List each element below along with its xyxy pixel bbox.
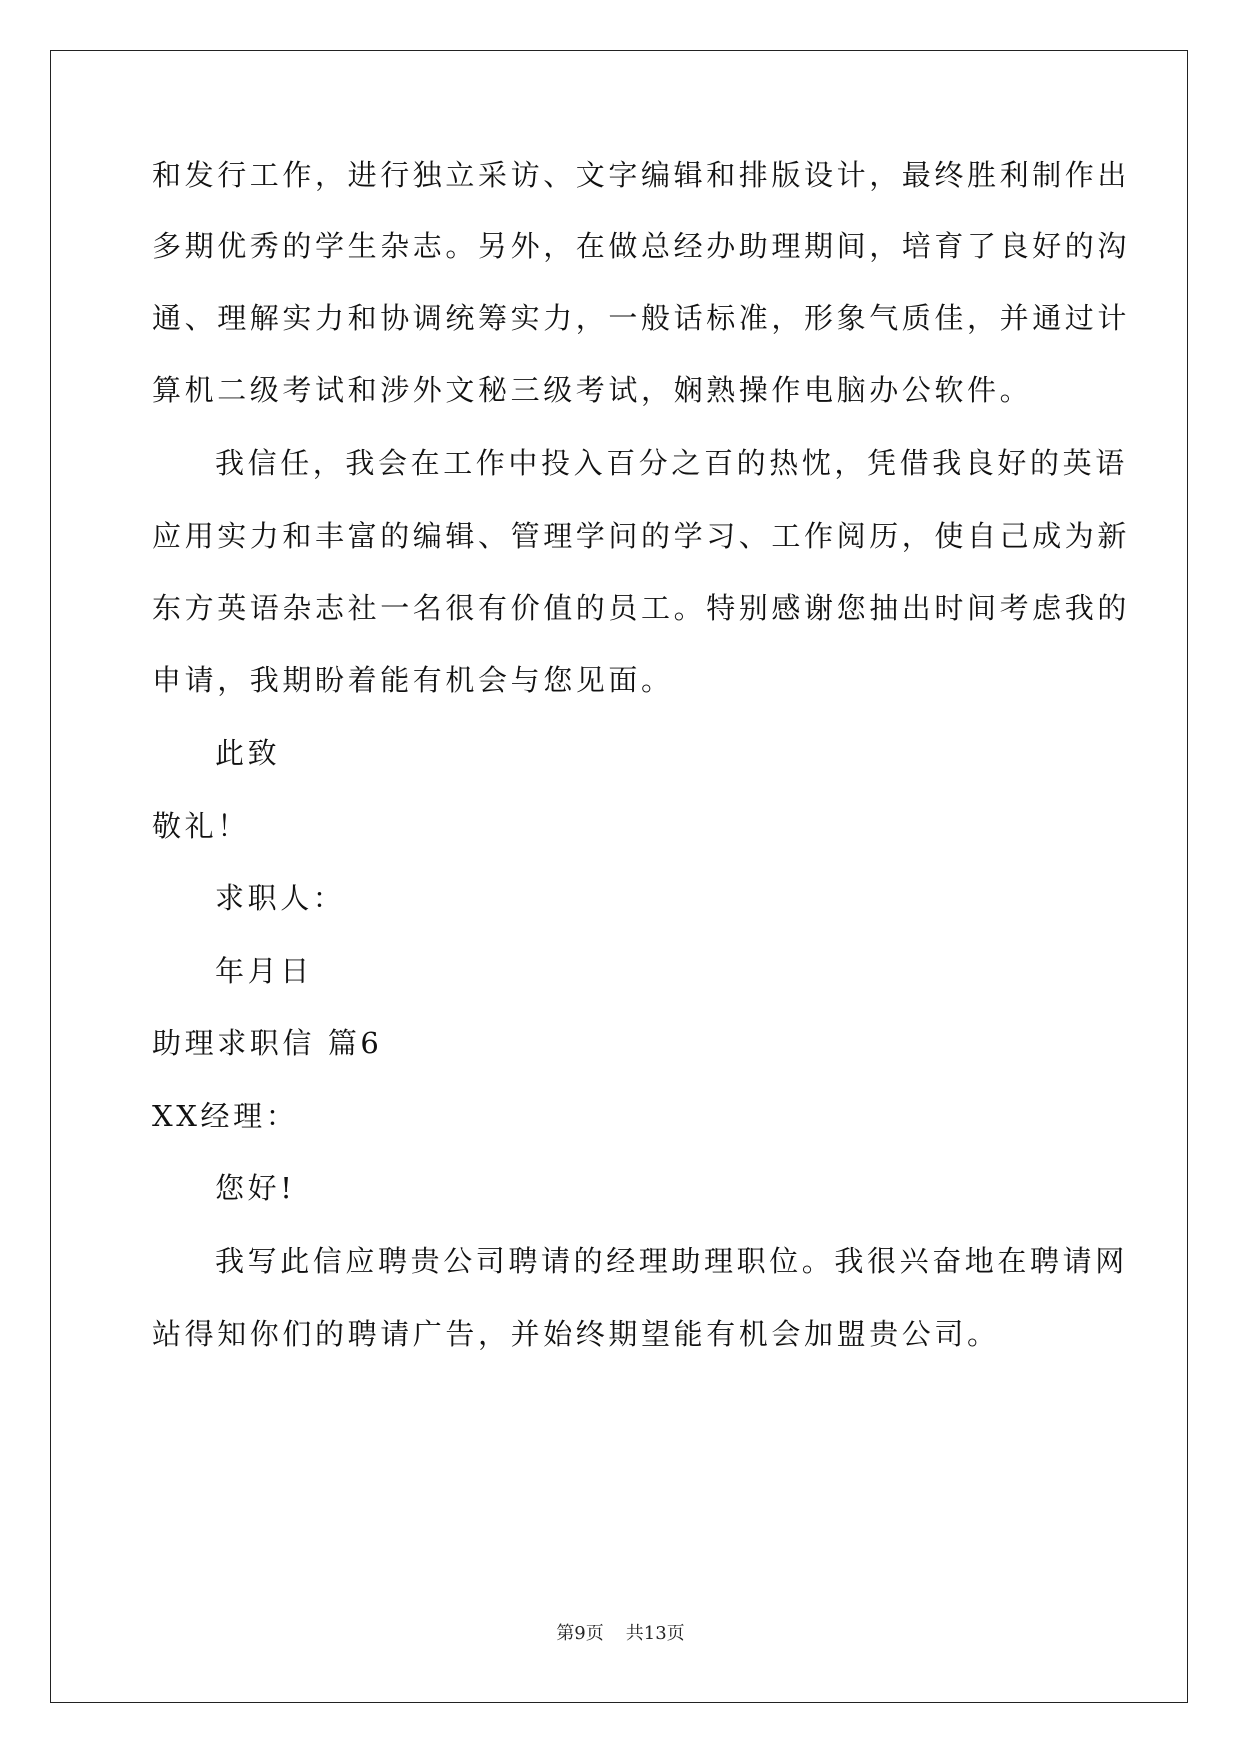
- section-heading: 助理求职信 篇6: [152, 1026, 383, 1060]
- text-line: 申请，我期盼着能有机会与您见面。: [152, 663, 674, 697]
- page-number-total: 共13页: [625, 1623, 685, 1644]
- paragraph-start-line: 我信任，我会在工作中投入百分之百的热忱，凭借我良好的英语: [215, 446, 1128, 480]
- page-footer: [0, 1622, 1241, 1646]
- text-line: 算机二级考试和涉外文秘三级考试，娴熟操作电脑办公软件。: [152, 373, 1033, 407]
- applicant-label: 求职人：: [215, 881, 346, 915]
- page-border: [50, 50, 1188, 1703]
- greeting-line: 您好!: [215, 1171, 296, 1205]
- text-line: 东方英语杂志社一名很有价值的员工。特别感谢您抽出时间考虑我的: [152, 591, 1131, 625]
- page-number-current: 第9页: [556, 1623, 604, 1644]
- text-line: 站得知你们的聘请广告，并始终期望能有机会加盟贵公司。: [152, 1317, 1000, 1351]
- text-line: 应用实力和丰富的编辑、管理学问的学习、工作阅历，使自己成为新: [152, 519, 1131, 553]
- text-line: 通、理解实力和协调统筹实力，一般话标准，形象气质佳，并通过计: [152, 301, 1131, 335]
- paragraph-start-line: 我写此信应聘贵公司聘请的经理助理职位。我很兴奋地在聘请网: [215, 1244, 1128, 1278]
- text-line: 和发行工作，进行独立采访、文字编辑和排版设计，最终胜利制作出: [152, 158, 1131, 192]
- recipient-line: XX经理：: [152, 1099, 299, 1133]
- closing-salutation: 此致: [215, 736, 281, 770]
- closing-regards: 敬礼！: [152, 809, 250, 843]
- text-line: 多期优秀的学生杂志。另外，在做总经办助理期间，培育了良好的沟: [152, 229, 1131, 263]
- date-label: 年月日: [215, 954, 313, 988]
